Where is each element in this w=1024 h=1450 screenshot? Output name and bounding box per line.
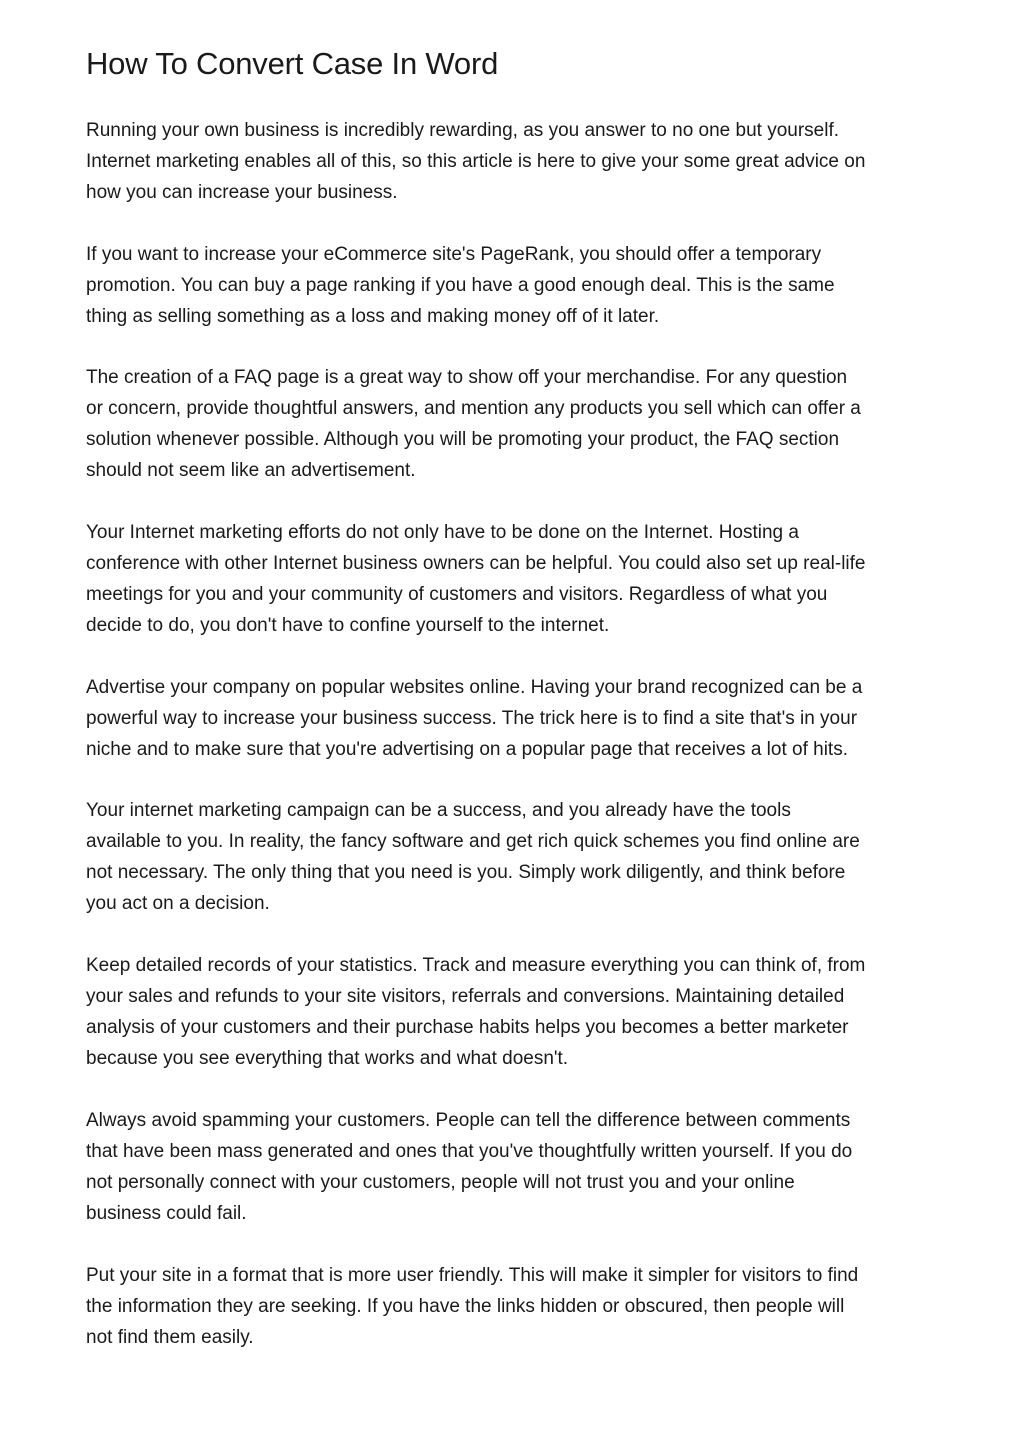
paragraph bbox=[86, 672, 862, 765]
paragraph-line: your sales and refunds to your site visitors, referrals and conversions. Maintaining detailed bbox=[86, 986, 845, 1007]
paragraph-line: business could fail. bbox=[86, 1203, 247, 1224]
paragraph-line: powerful way to increase your business success. The trick here is to find a site that's in your bbox=[86, 708, 858, 729]
document-title: How To Convert Case In Word bbox=[86, 46, 499, 81]
paragraph-line: because you see everything that works and what doesn't. bbox=[86, 1048, 569, 1069]
paragraph-line: not necessary. The only thing that you need is you. Simply work diligently, and think before bbox=[86, 862, 846, 883]
paragraph-line: analysis of your customers and their purchase habits helps you becomes a better marketer bbox=[86, 1017, 849, 1038]
paragraph-line: solution whenever possible. Although you will be promoting your product, the FAQ section bbox=[86, 429, 840, 450]
paragraph-line: thing as selling something as a loss and making money off of it later. bbox=[86, 306, 660, 327]
paragraph bbox=[86, 1260, 858, 1353]
paragraph-line: Your internet marketing campaign can be a success, and you already have the tools bbox=[86, 800, 791, 821]
paragraph bbox=[86, 517, 865, 641]
paragraph-line: Keep detailed records of your statistics. Track and measure everything you can think of, from bbox=[86, 955, 866, 976]
paragraph-line: should not seem like an advertisement. bbox=[86, 460, 416, 481]
paragraph-line: meetings for you and your community of customers and visitors. Regardless of what you bbox=[86, 584, 828, 605]
paragraph-line: you act on a decision. bbox=[86, 893, 270, 914]
paragraph-line: If you want to increase your eCommerce site's PageRank, you should offer a temporary bbox=[86, 244, 822, 265]
paragraph-line: the information they are seeking. If you have the links hidden or obscured, then people will bbox=[86, 1296, 845, 1317]
paragraph bbox=[86, 795, 860, 919]
paragraph-line: Your Internet marketing efforts do not only have to be done on the Internet. Hosting a bbox=[86, 522, 799, 543]
paragraph-line: Always avoid spamming your customers. People can tell the difference between comments bbox=[86, 1110, 851, 1131]
paragraph-line: Put your site in a format that is more user friendly. This will make it simpler for visitors to find bbox=[86, 1265, 859, 1286]
paragraph bbox=[86, 239, 835, 332]
paragraph-line: that have been mass generated and ones that you've thoughtfully written yourself. If you do bbox=[86, 1141, 853, 1162]
paragraph-line: conference with other Internet business owners can be helpful. You could also set up real-life bbox=[86, 553, 866, 574]
paragraph-line: promotion. You can buy a page ranking if you have a good enough deal. This is the same bbox=[86, 275, 835, 296]
paragraph-line: Running your own business is incredibly rewarding, as you answer to no one but yourself. bbox=[86, 120, 840, 141]
paragraph-line: decide to do, you don't have to confine yourself to the internet. bbox=[86, 615, 610, 636]
paragraph-line: The creation of a FAQ page is a great way to show off your merchandise. For any question bbox=[86, 367, 848, 388]
paragraph-line: how you can increase your business. bbox=[86, 182, 398, 203]
paragraph-line: or concern, provide thoughtful answers, and mention any products you sell which can offer a bbox=[86, 398, 861, 419]
paragraph-line: Internet marketing enables all of this, so this article is here to give your some great advice on bbox=[86, 151, 866, 172]
paragraph-line: Advertise your company on popular websites online. Having your brand recognized can be a bbox=[86, 677, 863, 698]
paragraph bbox=[86, 950, 865, 1074]
paragraph bbox=[86, 1105, 852, 1229]
paragraph bbox=[86, 115, 865, 208]
paragraph-line: available to you. In reality, the fancy software and get rich quick schemes you find online are bbox=[86, 831, 860, 852]
paragraph-line: not find them easily. bbox=[86, 1327, 254, 1348]
paragraph bbox=[86, 362, 861, 486]
paragraph-line: niche and to make sure that you're advertising on a popular page that receives a lot of hits. bbox=[86, 739, 848, 760]
paragraph-line: not personally connect with your customers, people will not trust you and your online bbox=[86, 1172, 795, 1193]
